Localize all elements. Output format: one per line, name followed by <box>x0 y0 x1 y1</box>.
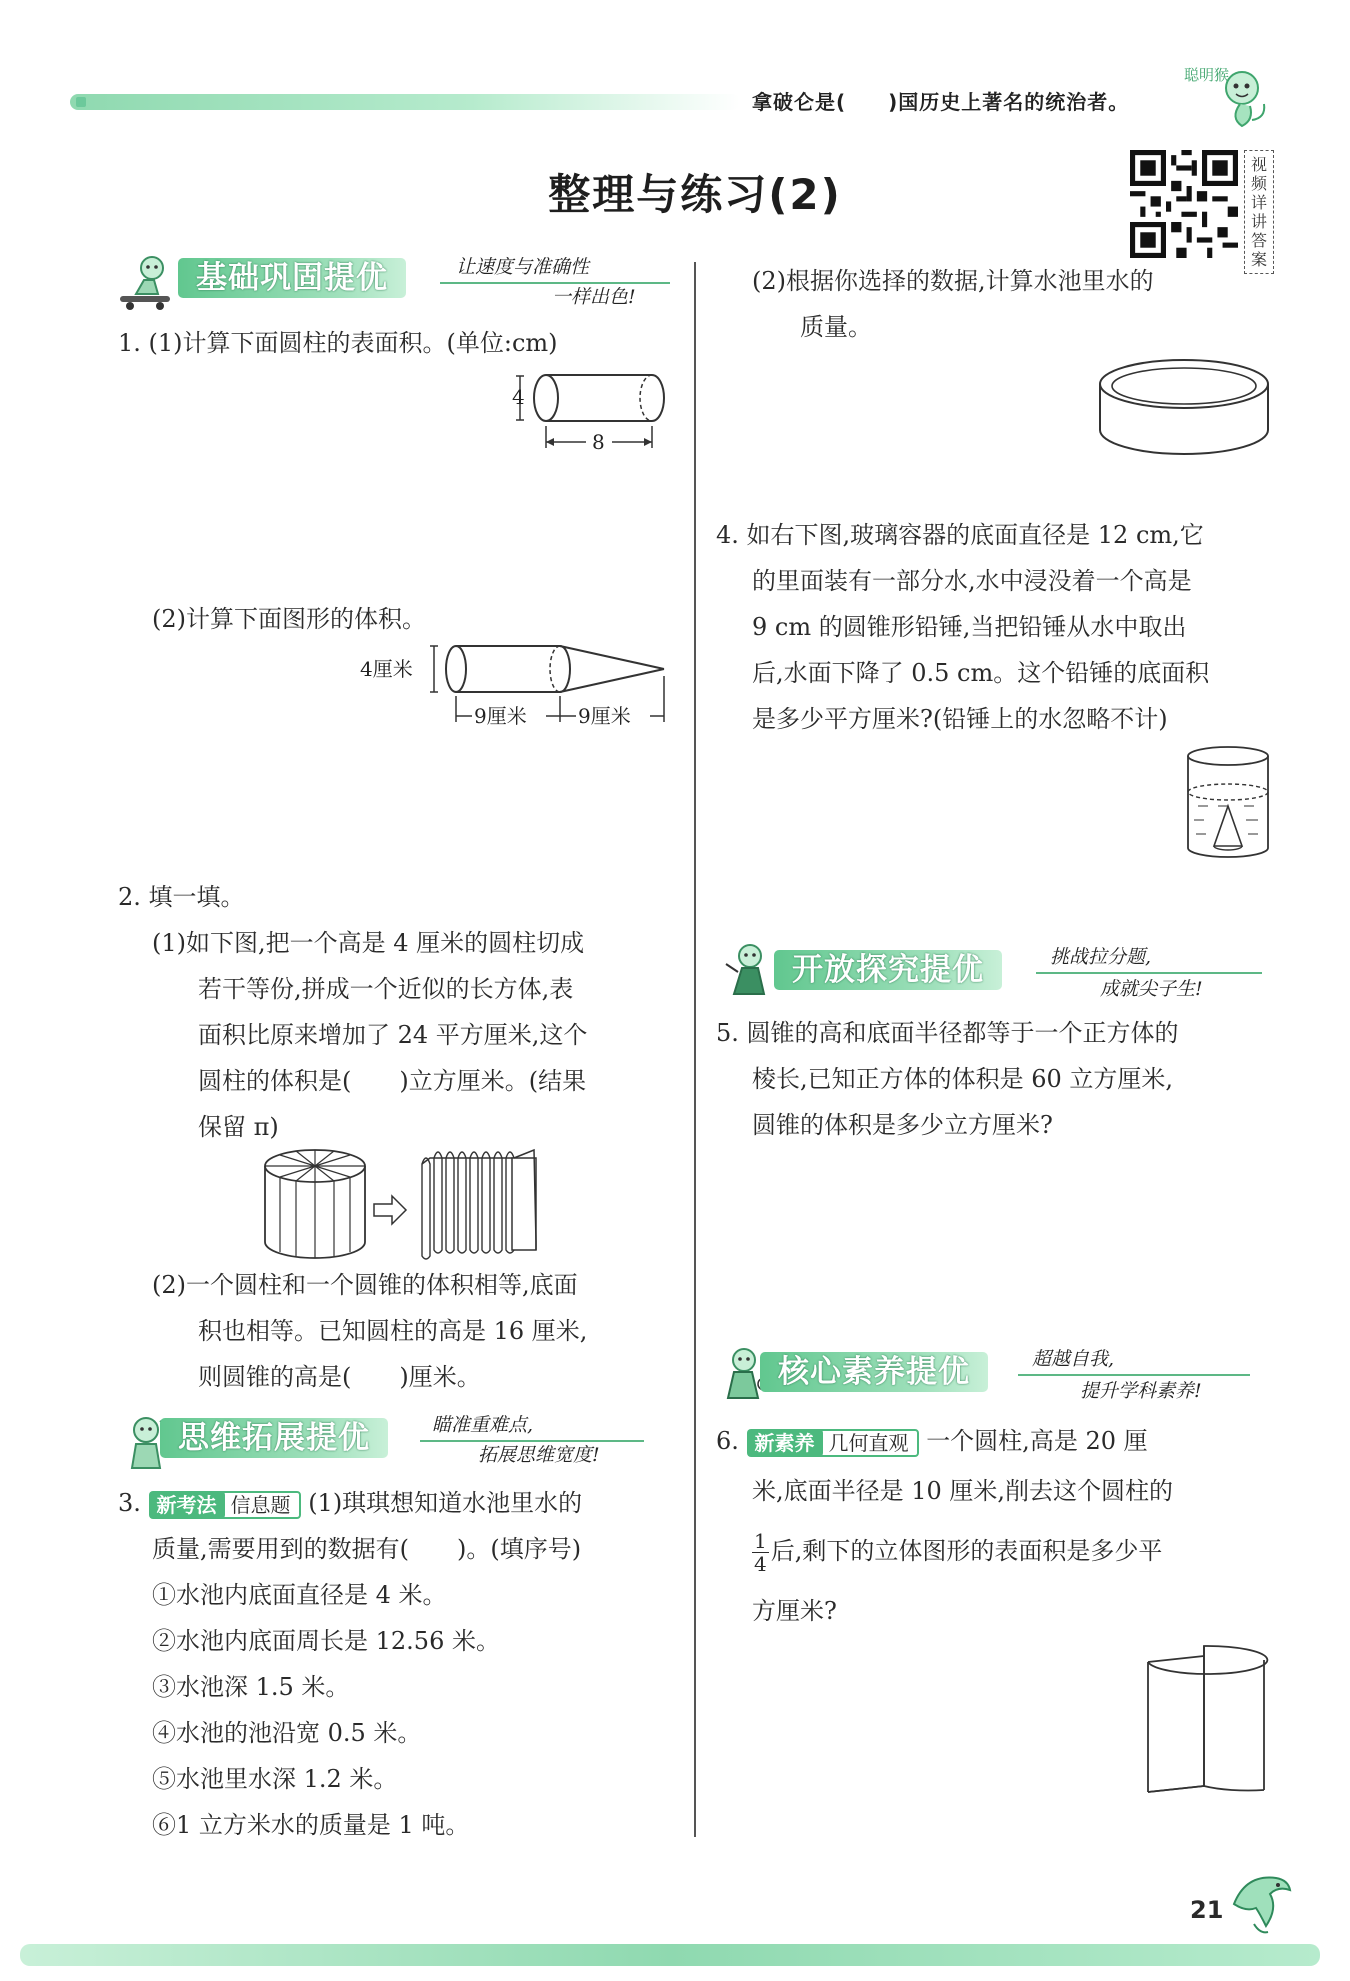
section-core-title: 核心素养提优 <box>760 1352 988 1392</box>
q1-fig1-length: 8 <box>592 430 605 454</box>
q2-p2-line: (2)一个圆柱和一个圆锥的体积相等,底面 <box>152 1271 578 1299</box>
q6-number: 6. <box>716 1427 739 1455</box>
section-thinking-title: 思维拓展提优 <box>160 1418 388 1458</box>
q5-line: 圆锥的体积是多少立方厘米? <box>752 1111 1053 1139</box>
section-core-slogan2: 提升学科素养! <box>1080 1380 1202 1402</box>
q6-fraction <box>752 1530 769 1575</box>
slogan-underline <box>440 282 670 284</box>
section-thinking-slogan1: 瞄准重难点, <box>432 1414 534 1436</box>
slogan-underline <box>1036 972 1262 974</box>
q4-container-figure <box>1184 744 1274 864</box>
page-title: 整理与练习(2) <box>548 170 842 219</box>
q1-fig2-height: 4厘米 <box>360 657 413 681</box>
q1-part2: (2)计算下面图形的体积。 <box>152 605 426 633</box>
q6-header <box>716 1418 1148 1464</box>
q6-cut-cylinder-figure <box>1140 1636 1276 1816</box>
dolphin-icon <box>1226 1868 1296 1940</box>
q1-part1: 1. (1)计算下面圆柱的表面积。(单位:cm) <box>118 329 558 357</box>
section-core-slogan1: 超越自我, <box>1032 1348 1115 1370</box>
q3-option: ①水池内底面直径是 4 米。 <box>152 1581 447 1609</box>
slogan-underline <box>420 1440 644 1442</box>
q2-part2 <box>152 1262 587 1400</box>
q3-pool-figure <box>1096 356 1274 460</box>
q3-part2 <box>752 258 1154 350</box>
q3-option: ⑥1 立方米水的质量是 1 吨。 <box>152 1811 470 1839</box>
section-basic-slogan2: 一样出色! <box>552 286 636 308</box>
q2-p2-line: 积也相等。已知圆柱的高是 16 厘米, <box>198 1317 588 1345</box>
q2-p1-line: (1)如下图,把一个高是 4 厘米的圆柱切成 <box>152 929 585 957</box>
section-open-title: 开放探究提优 <box>774 950 1002 990</box>
q3-line2: 质量,需要用到的数据有( )。(填序号) <box>152 1535 582 1563</box>
q4-line: 后,水面下降了 0.5 cm。这个铅锤的底面积 <box>752 659 1210 687</box>
q6-line3: 后,剩下的立体图形的表面积是多少平 <box>770 1537 1163 1565</box>
q2-part1 <box>152 920 587 1150</box>
q1-fig2-len1: 9厘米 <box>474 704 527 728</box>
q3-p2-line: (2)根据你选择的数据,计算水池里水的 <box>752 267 1154 295</box>
q4-line: 是多少平方厘米?(铅锤上的水忽略不计) <box>752 705 1168 733</box>
q3-tag-info: 信息题 <box>221 1491 301 1519</box>
q5-text <box>716 1010 1179 1148</box>
q6-frac-num: 1 <box>754 1529 767 1553</box>
q6-first-line: 一个圆柱,高是 20 厘 <box>926 1427 1148 1455</box>
monkey-mascot-icon <box>1180 60 1270 130</box>
slogan-underline <box>1018 1374 1250 1376</box>
footer-band <box>20 1944 1320 1966</box>
q6-tag-new-literacy: 新素养 <box>747 1429 823 1457</box>
q3-first-line: (1)琪琪想知道水池里水的 <box>308 1489 583 1517</box>
q6-line3-wrap <box>752 1528 1162 1575</box>
q2-p2-line: 则圆锥的高是( )厘米。 <box>198 1363 481 1391</box>
q6-frac-den: 4 <box>754 1552 767 1576</box>
q2-p1-line: 若干等份,拼成一个近似的长方体,表 <box>198 975 574 1003</box>
q6-tag-geometry: 几何直观 <box>819 1429 919 1457</box>
q5-line: 5. 圆锥的高和底面半径都等于一个正方体的 <box>716 1019 1179 1047</box>
section-basic-title: 基础巩固提优 <box>178 258 406 298</box>
q3-option: ③水池深 1.5 米。 <box>152 1673 350 1701</box>
q1-fig2-len2: 9厘米 <box>578 704 631 728</box>
q3-header <box>118 1480 582 1526</box>
q1-cylinder-cone-figure <box>360 640 680 740</box>
q3-number: 3. <box>118 1489 141 1517</box>
column-divider <box>694 262 696 1837</box>
q3-option: ⑤水池里水深 1.2 米。 <box>152 1765 398 1793</box>
header-band <box>70 94 740 110</box>
page-number: 21 <box>1190 1896 1224 1924</box>
q2-p1-line: 面积比原来增加了 24 平方厘米,这个 <box>198 1021 588 1049</box>
q2-title: 2. 填一填。 <box>118 883 245 911</box>
q3-tag-new-method: 新考法 <box>149 1491 225 1519</box>
q2-p1-line: 保留 π) <box>198 1113 279 1141</box>
explorer-mascot-icon <box>720 940 782 1002</box>
q6-line4: 方厘米? <box>752 1597 837 1625</box>
q1-cylinder-figure <box>508 368 678 458</box>
q5-line: 棱长,已知正方体的体积是 60 立方厘米, <box>752 1065 1174 1093</box>
section-open-slogan2: 成就尖子生! <box>1100 978 1203 1000</box>
q6-line2: 米,底面半径是 10 厘米,削去这个圆柱的 <box>752 1477 1174 1505</box>
q3-option: ②水池内底面周长是 12.56 米。 <box>152 1627 500 1655</box>
q3-options <box>152 1572 500 1848</box>
q2-p1-line: 圆柱的体积是( )立方厘米。(结果 <box>198 1067 587 1095</box>
q2-cylinder-to-cuboid-figure <box>262 1146 562 1264</box>
qr-code-icon[interactable] <box>1128 150 1240 258</box>
q4-line: 9 cm 的圆锥形铅锤,当把铅锤从水中取出 <box>752 613 1187 641</box>
section-basic-slogan1: 让速度与准确性 <box>456 256 590 278</box>
section-thinking-slogan2: 拓展思维宽度! <box>478 1444 600 1466</box>
header-riddle: 拿破仑是( )国历史上著名的统治者。 <box>752 90 1130 114</box>
skateboard-mascot-icon <box>114 250 176 312</box>
q3-p2-line: 质量。 <box>800 313 872 341</box>
q3-option: ④水池的池沿宽 0.5 米。 <box>152 1719 422 1747</box>
q1-fig1-height: 4 <box>512 385 525 409</box>
section-open-slogan1: 挑战拉分题, <box>1050 946 1152 968</box>
q4-line: 的里面装有一部分水,水中浸没着一个高是 <box>752 567 1192 595</box>
q4-text <box>716 512 1209 742</box>
mascot-label: 聪明猴 <box>1184 66 1230 84</box>
qr-caption: 视频详讲答案 <box>1244 150 1274 274</box>
q4-line: 4. 如右下图,玻璃容器的底面直径是 12 cm,它 <box>716 521 1204 549</box>
